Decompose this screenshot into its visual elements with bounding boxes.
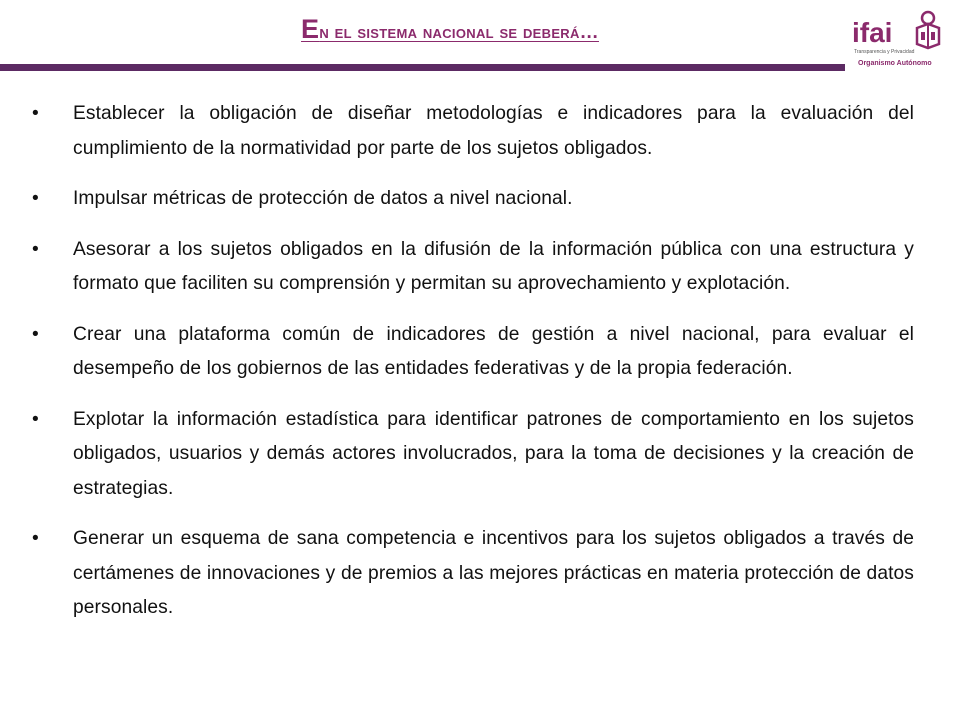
logo-subtitle: Organismo Autónomo: [858, 60, 932, 67]
bullet-dot-icon: •: [32, 528, 39, 549]
bullet-item: [32, 97, 914, 166]
bullet-item: [32, 318, 914, 387]
bullet-dot-icon: •: [32, 188, 39, 209]
ifai-emblem-icon: [917, 12, 939, 48]
logo-name: ifai: [852, 17, 893, 48]
slide-content: [32, 97, 914, 642]
bullet-text: Asesorar a los sujetos obligados en la difusión de la información pública con una estructura y formato que faciliten su comprensión y permitan su aprovechamiento y explotación.: [73, 238, 914, 294]
bullet-list: [32, 97, 914, 626]
bullet-dot-icon: •: [32, 323, 39, 345]
title-rest: n el sistema nacional se deberá…: [319, 22, 599, 43]
bullet-dot-icon: •: [32, 238, 39, 260]
bullet-dot-icon: •: [32, 103, 39, 124]
bullet-dot-icon: •: [32, 408, 39, 430]
bullet-item: [32, 182, 914, 217]
bullet-item: [32, 522, 914, 626]
slide-title: [0, 14, 900, 45]
slide-header: [0, 0, 960, 80]
bullet-text: Generar un esquema de sana competencia e incentivos para los sujetos obligados a través de certámenes de innovaciones y de premios a las mejores prácticas en materia protección de datos personales.: [73, 528, 914, 618]
bullet-text: Crear una plataforma común de indicadores de gestión a nivel nacional, para evaluar el desempeño de los gobiernos de las entidades federativas y de la propia federación.: [73, 323, 914, 379]
logo-tagline: Transparencia y Privacidad: [854, 49, 915, 55]
bullet-text: Impulsar métricas de protección de datos a nivel nacional.: [73, 188, 573, 209]
bullet-item: [32, 403, 914, 507]
bullet-item: [32, 233, 914, 302]
bullet-text: Establecer la obligación de diseñar metodologías e indicadores para la evaluación del cumplimiento de la normatividad por parte de los sujetos obligados.: [73, 103, 914, 159]
bullet-text: Explotar la información estadística para identificar patrones de comportamiento en los sujetos obligados, usuarios y demás actores involucrados, para la toma de decisiones y la creación de estrategias.: [73, 408, 914, 499]
title-first-letter: E: [301, 14, 320, 44]
title-rule: [0, 64, 845, 71]
ifai-logo: [848, 8, 946, 74]
